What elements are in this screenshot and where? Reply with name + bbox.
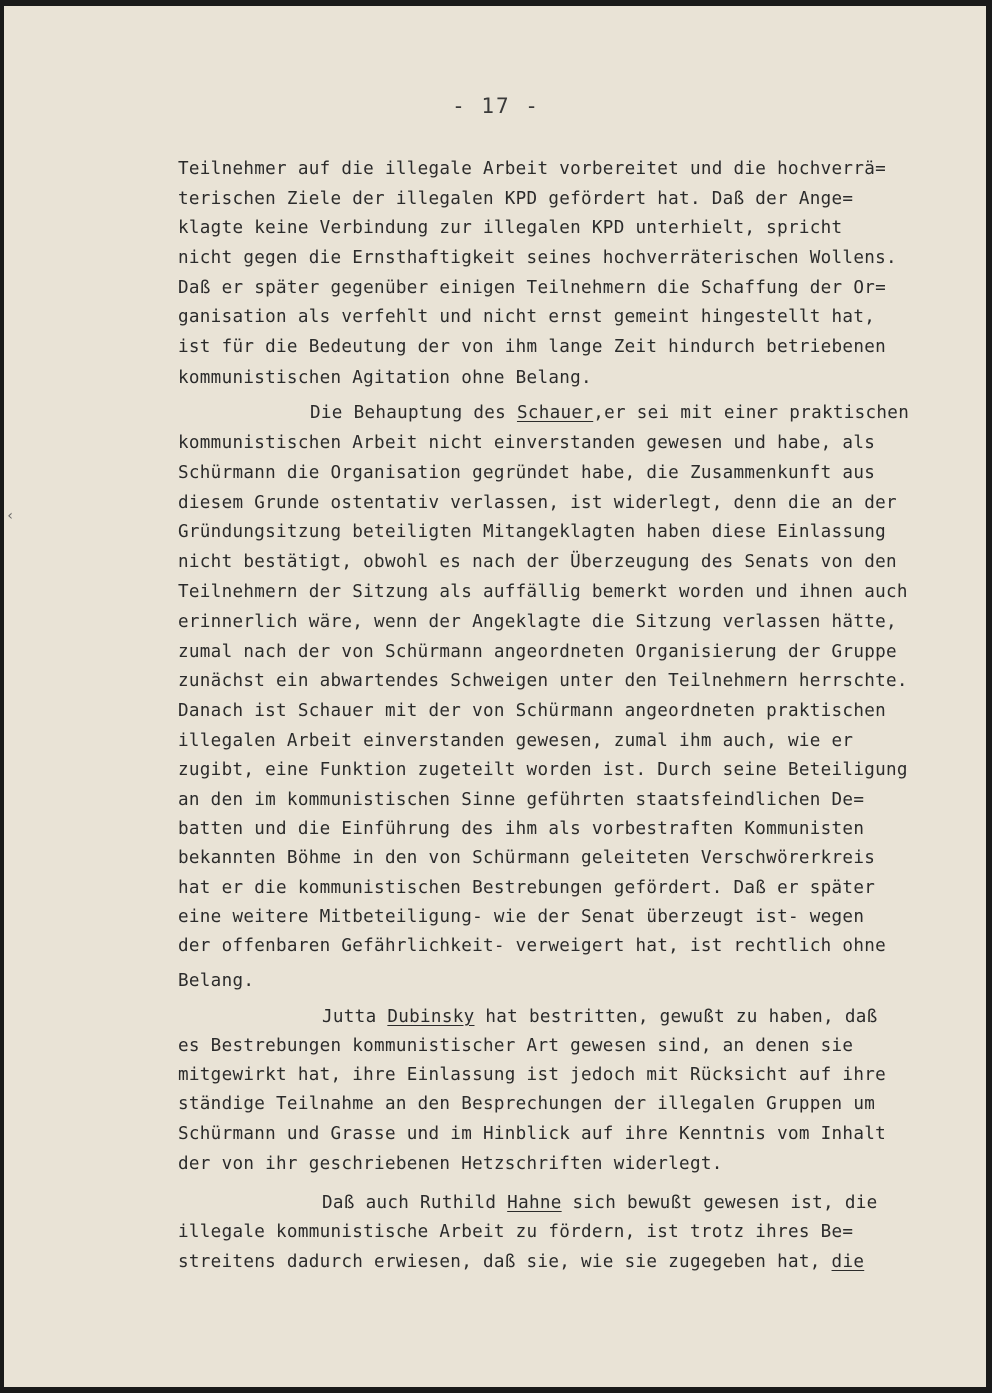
text-line: diesem Grunde ostentativ verlassen, ist widerlegt, denn die an der: [178, 493, 897, 513]
text-line: [178, 1251, 958, 1273]
text-line: batten und die Einführung des ihm als vorbestraften Kommunisten: [178, 819, 865, 839]
text-line: hat er die kommunistischen Bestrebungen gefördert. Daß er später: [178, 878, 876, 898]
text-line: kommunistischen Agitation ohne Belang.: [178, 368, 592, 388]
paragraph-start-line: [310, 402, 992, 424]
text-line: illegalen Arbeit einverstanden gewesen, zumal ihm auch, wie er: [178, 731, 854, 751]
text-segment: ,er sei mit einer praktischen: [593, 403, 910, 423]
text-line: zugibt, eine Funktion zugeteilt worden ist. Durch seine Beteiligung: [178, 760, 908, 780]
text-line: der offenbaren Gefährlichkeit- verweigert hat, ist rechtlich ohne: [178, 936, 887, 956]
text-segment: hat bestritten, gewußt zu haben, daß: [474, 1007, 878, 1027]
text-line: mitgewirkt hat, ihre Einlassung ist jedoch mit Rücksicht auf ihre: [178, 1065, 887, 1085]
text-segment: sich bewußt gewesen ist, die: [561, 1193, 878, 1213]
text-line: an den im kommunistischen Sinne geführten staatsfeindlichen De=: [178, 790, 865, 810]
text-line: zunächst ein abwartendes Schweigen unter den Teilnehmern herrschte.: [178, 671, 908, 691]
paragraph-start-line: [322, 1006, 992, 1028]
scan-border-top: [0, 0, 992, 6]
text-line: Danach ist Schauer mit der von Schürmann angeordneten praktischen: [178, 701, 887, 721]
text-line: bekannten Böhme in den von Schürmann geleiteten Verschwörerkreis: [178, 848, 876, 868]
text-line: der von ihr geschriebenen Hetzschriften widerlegt.: [178, 1154, 723, 1174]
paragraph-start-line: [322, 1192, 992, 1214]
underlined-name: Dubinsky: [387, 1007, 475, 1027]
text-line: nicht gegen die Ernsthaftigkeit seines hochverräterischen Wollens.: [178, 248, 897, 268]
text-line: eine weitere Mitbeteiligung- wie der Senat überzeugt ist- wegen: [178, 907, 865, 927]
text-line: illegale kommunistische Arbeit zu fördern, ist trotz ihres Be=: [178, 1222, 854, 1242]
text-line: Teilnehmern der Sitzung als auffällig bemerkt worden und ihnen auch: [178, 582, 908, 602]
text-line: Teilnehmer auf die illegale Arbeit vorbereitet und die hochverrä=: [178, 159, 887, 179]
text-line: Belang.: [178, 971, 255, 991]
text-segment: streitens dadurch erwiesen, daß sie, wie sie zugegeben hat,: [178, 1252, 832, 1272]
underlined-name: Hahne: [507, 1193, 562, 1213]
underlined-name: Schauer: [516, 403, 594, 423]
text-line: ganisation als verfehlt und nicht ernst gemeint hingestellt hat,: [178, 307, 876, 327]
scan-border-right: [986, 0, 992, 1393]
text-line: erinnerlich wäre, wenn der Angeklagte die Sitzung verlassen hätte,: [178, 612, 897, 632]
scan-border-left: [0, 0, 4, 1393]
text-segment: Die Behauptung des: [310, 403, 517, 423]
margin-mark: ‹: [6, 508, 15, 524]
text-line: kommunistischen Arbeit nicht einverstanden gewesen und habe, als: [178, 433, 876, 453]
scan-border-bottom: [0, 1387, 992, 1393]
text-line: klagte keine Verbindung zur illegalen KPD unterhielt, spricht: [178, 218, 843, 238]
page-number: - 17 -: [452, 94, 540, 118]
text-line: nicht bestätigt, obwohl es nach der Überzeugung des Senats von den: [178, 552, 897, 572]
text-line: es Bestrebungen kommunistischer Art gewesen sind, an denen sie: [178, 1036, 854, 1056]
text-line: ständige Teilnahme an den Besprechungen der illegalen Gruppen um: [178, 1094, 876, 1114]
text-line: terischen Ziele der illegalen KPD gefördert hat. Daß der Ange=: [178, 189, 854, 209]
underlined-word: die: [831, 1252, 865, 1272]
text-line: Schürmann die Organisation gegründet habe, die Zusammenkunft aus: [178, 463, 876, 483]
text-line: zumal nach der von Schürmann angeordneten Organisierung der Gruppe: [178, 642, 897, 662]
text-line: Daß er später gegenüber einigen Teilnehmern die Schaffung der Or=: [178, 278, 887, 298]
text-segment: Daß auch Ruthild: [322, 1193, 508, 1213]
text-line: Schürmann und Grasse und im Hinblick auf ihre Kenntnis vom Inhalt: [178, 1124, 887, 1144]
text-segment: Jutta: [322, 1007, 388, 1027]
text-line: Gründungsitzung beteiligten Mitangeklagten haben diese Einlassung: [178, 522, 887, 542]
text-line: ist für die Bedeutung der von ihm lange Zeit hindurch betriebenen: [178, 337, 887, 357]
